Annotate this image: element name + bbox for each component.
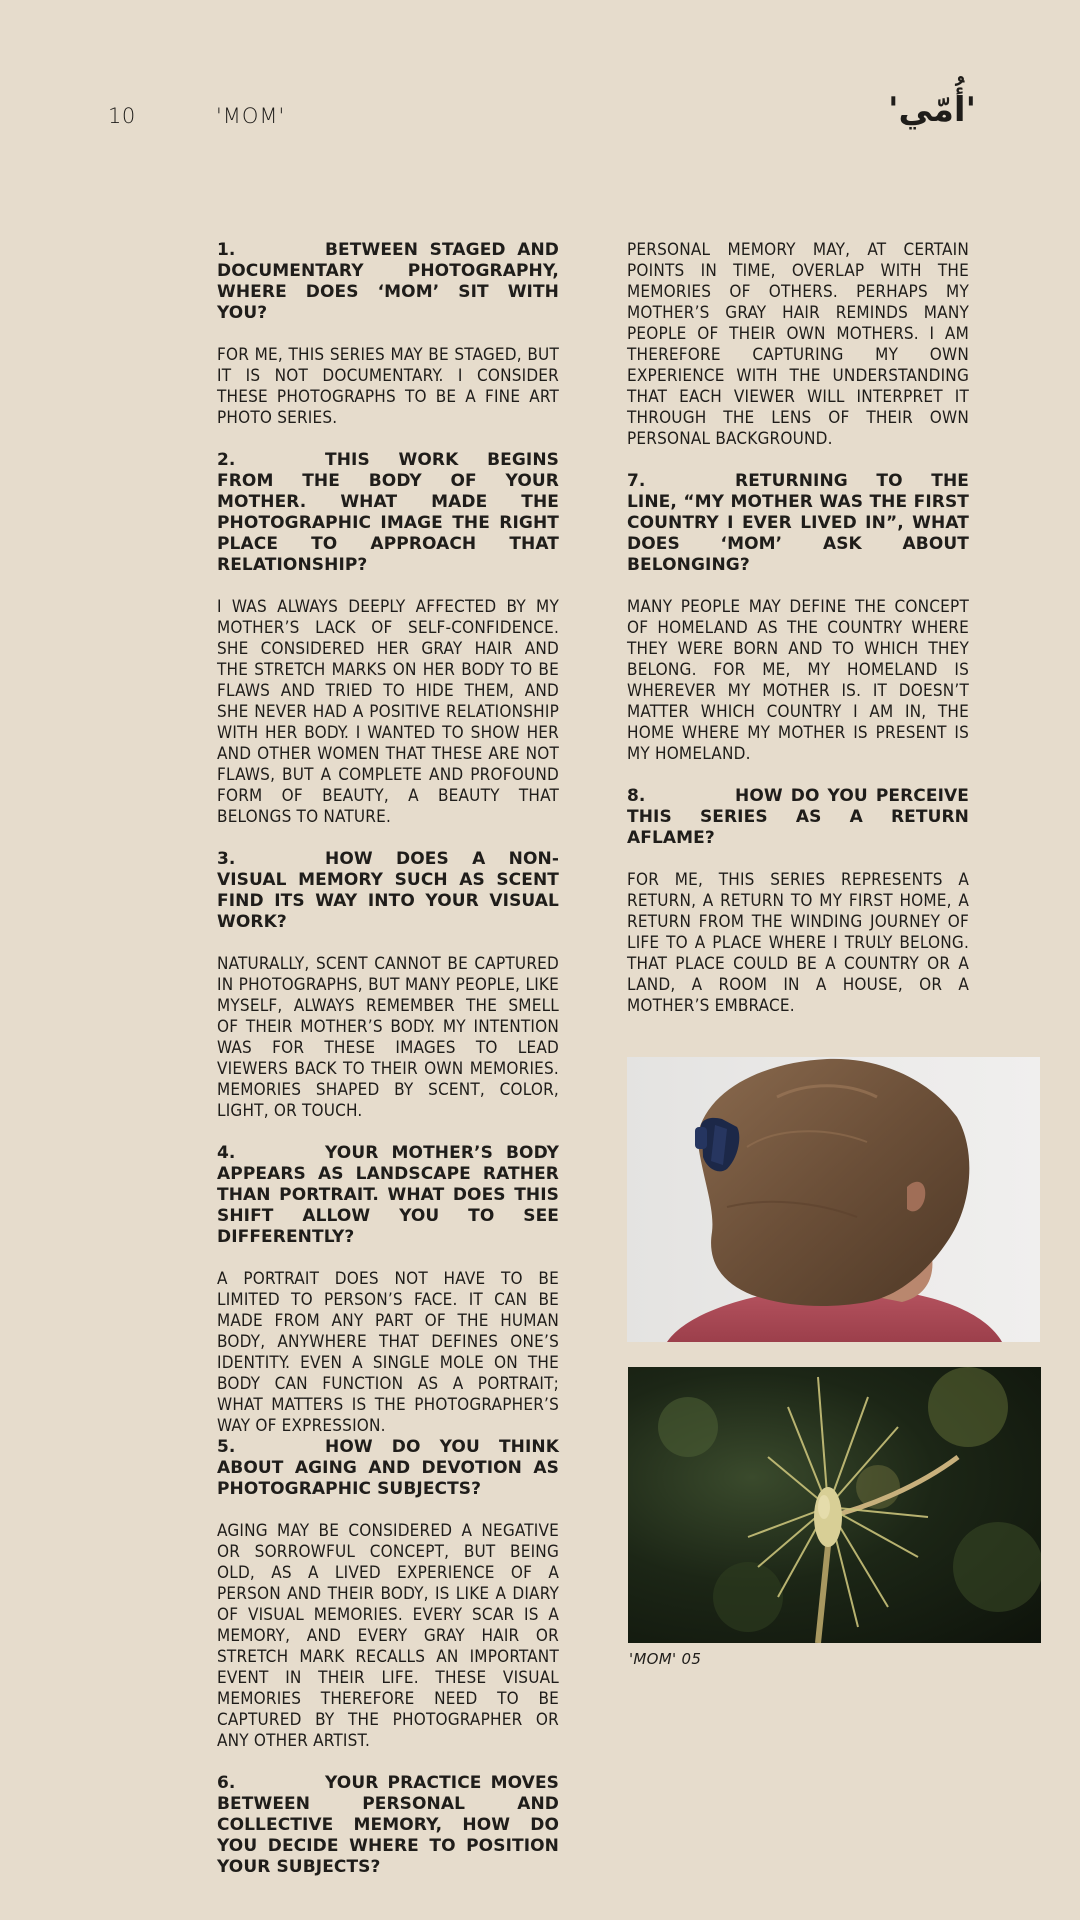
question-4: [217, 1143, 559, 1248]
question-number: 1.: [217, 240, 236, 260]
question-text: HOW DO YOU PERCEIVE THIS SERIES AS A RETURN AFLAME?: [627, 786, 969, 848]
question-number: 7.: [627, 471, 646, 491]
question-number: 2.: [217, 450, 236, 470]
answer-2: I WAS ALWAYS DEEPLY AFFECTED BY MY MOTHER’S LACK OF SELF-CONFIDENCE. SHE CONSIDERED HER GRAY HAIR AND THE STRETCH MARKS ON HER BODY TO BE FLAWS AND TRIED TO HIDE THEM, AND SHE NEVER HAD A POSITIVE RELATIONSHIP WITH HER BODY. I WANTED TO SHOW HER AND OTHER WOMEN THAT THESE ARE NOT FLAWS, BUT A COMPLETE AND PROFOUND FORM OF BEAUTY, A BEAUTY THAT BELONGS TO NATURE.: [217, 597, 559, 827]
qa-item-6: [217, 1773, 559, 1878]
question-8: [627, 786, 969, 849]
question-5: [217, 1437, 559, 1500]
qa-item-8: [627, 786, 969, 1017]
question-7: [627, 471, 969, 576]
question-text: THIS WORK BEGINS FROM THE BODY OF YOUR MOTHER. WHAT MADE THE PHOTOGRAPHIC IMAGE THE RIGHT PLACE TO APPROACH THAT RELATIONSHIP?: [217, 450, 559, 575]
qa-item-4: [217, 1143, 559, 1437]
answer-5: AGING MAY BE CONSIDERED A NEGATIVE OR SORROWFUL CONCEPT, BUT BEING OLD, AS A LIVED EXPERIENCE OF A PERSON AND THEIR BODY, IS LIKE A DIARY OF VISUAL MEMORIES. EVERY SCAR IS A MEMORY, AND EVERY GRAY HAIR OR STRETCH MARK RECALLS AN IMPORTANT EVENT IN THEIR LIFE. THESE VISUAL MEMORIES THEREFORE NEED TO BE CAPTURED BY THE PHOTOGRAPHER OR ANY OTHER ARTIST.: [217, 1521, 559, 1751]
question-text: RETURNING TO THE LINE, “MY MOTHER WAS THE FIRST COUNTRY I EVER LIVED IN”, WHAT DOES ‘MOM’ ASK ABOUT BELONGING?: [627, 471, 969, 575]
qa-item-7: [627, 471, 969, 765]
left-column: [217, 240, 559, 1899]
question-text: YOUR MOTHER’S BODY APPEARS AS LANDSCAPE RATHER THAN PORTRAIT. WHAT DOES THIS SHIFT ALLOW YOU TO SEE DIFFERENTLY?: [217, 1143, 559, 1247]
question-text: BETWEEN STAGED AND DOCUMENTARY PHOTOGRAPHY, WHERE DOES ‘MOM’ SIT WITH YOU?: [217, 240, 559, 323]
answer-6-continued: PERSONAL MEMORY MAY, AT CERTAIN POINTS IN TIME, OVERLAP WITH THE MEMORIES OF OTHERS. PERHAPS MY MOTHER’S GRAY HAIR REMINDS MANY PEOPLE OF THEIR OWN MOTHERS. I AM THEREFORE CAPTURING MY OWN EXPERIENCE WITH THE UNDERSTANDING THAT EACH VIEWER WILL INTERPRET IT THROUGH THE LENS OF THEIR OWN PERSONAL BACKGROUND.: [627, 240, 969, 449]
qa-item-3: [217, 849, 559, 1122]
photo-mother-hair-clip-illustration: [627, 1057, 1040, 1342]
photo-wheat-ear: [628, 1367, 1041, 1643]
qa-item-2: [217, 450, 559, 828]
answer-4: A PORTRAIT DOES NOT HAVE TO BE LIMITED TO PERSON’S FACE. IT CAN BE MADE FROM ANY PART OF THE HUMAN BODY, ANYWHERE THAT DEFINES ONE’S IDENTITY. EVEN A SINGLE MOLE ON THE BODY CAN FUNCTION AS A PORTRAIT; WHAT MATTERS IS THE PHOTOGRAPHER’S WAY OF EXPRESSION.: [217, 1269, 559, 1436]
answer-8: FOR ME, THIS SERIES REPRESENTS A RETURN, A RETURN TO MY FIRST HOME, A RETURN FROM THE WINDING JOURNEY OF LIFE TO A PLACE WHERE I TRULY BELONG. THAT PLACE COULD BE A COUNTRY OR A LAND, A ROOM IN A HOUSE, OR A MOTHER’S EMBRACE.: [627, 870, 969, 1016]
question-number: 3.: [217, 849, 236, 869]
question-number: 8.: [627, 786, 646, 806]
question-text: HOW DO YOU THINK ABOUT AGING AND DEVOTION AS PHOTOGRAPHIC SUBJECTS?: [217, 1437, 559, 1499]
question-3: [217, 849, 559, 933]
answer-3: NATURALLY, SCENT CANNOT BE CAPTURED IN PHOTOGRAPHS, BUT MANY PEOPLE, LIKE MYSELF, ALWAYS REMEMBER THE SMELL OF THEIR MOTHER’S BODY. MY INTENTION WAS FOR THESE IMAGES TO LEAD VIEWERS BACK TO THEIR OWN MEMORIES. MEMORIES SHAPED BY SCENT, COLOR, LIGHT, OR TOUCH.: [217, 954, 559, 1121]
answer-1: FOR ME, THIS SERIES MAY BE STAGED, BUT IT IS NOT DOCUMENTARY. I CONSIDER THESE PHOTOGRAPHS TO BE A FINE ART PHOTO SERIES.: [217, 345, 559, 428]
question-2: [217, 450, 559, 576]
question-6: [217, 1773, 559, 1878]
running-title: 'MOM': [216, 104, 286, 128]
question-text: YOUR PRACTICE MOVES BETWEEN PERSONAL AND COLLECTIVE MEMORY, HOW DO YOU DECIDE WHERE TO POSITION YOUR SUBJECTS?: [217, 1773, 559, 1877]
figure-caption: 'MOM' 05: [629, 1650, 702, 1668]
question-number: 4.: [217, 1143, 236, 1163]
question-text: HOW DOES A NON-VISUAL MEMORY SUCH AS SCENT FIND ITS WAY INTO YOUR VISUAL WORK?: [217, 849, 559, 932]
question-number: 6.: [217, 1773, 236, 1793]
question-1: [217, 240, 559, 324]
qa-item-1: [217, 240, 559, 429]
arabic-title: 'أُمّي': [888, 90, 976, 130]
photo-wheat-ear-illustration: [628, 1367, 1041, 1643]
answer-7: MANY PEOPLE MAY DEFINE THE CONCEPT OF HOMELAND AS THE COUNTRY WHERE THEY WERE BORN AND TO WHICH THEY BELONG. FOR ME, MY HOMELAND IS WHEREVER MY MOTHER IS. IT DOESN’T MATTER WHICH COUNTRY I AM IN, THE HOME WHERE MY MOTHER IS PRESENT IS MY HOMELAND.: [627, 597, 969, 764]
qa-item-5: [217, 1437, 559, 1752]
photo-mother-hair-clip: [627, 1057, 1040, 1342]
right-column: [627, 240, 969, 1038]
question-number: 5.: [217, 1437, 236, 1457]
page-number: 10: [108, 104, 136, 128]
